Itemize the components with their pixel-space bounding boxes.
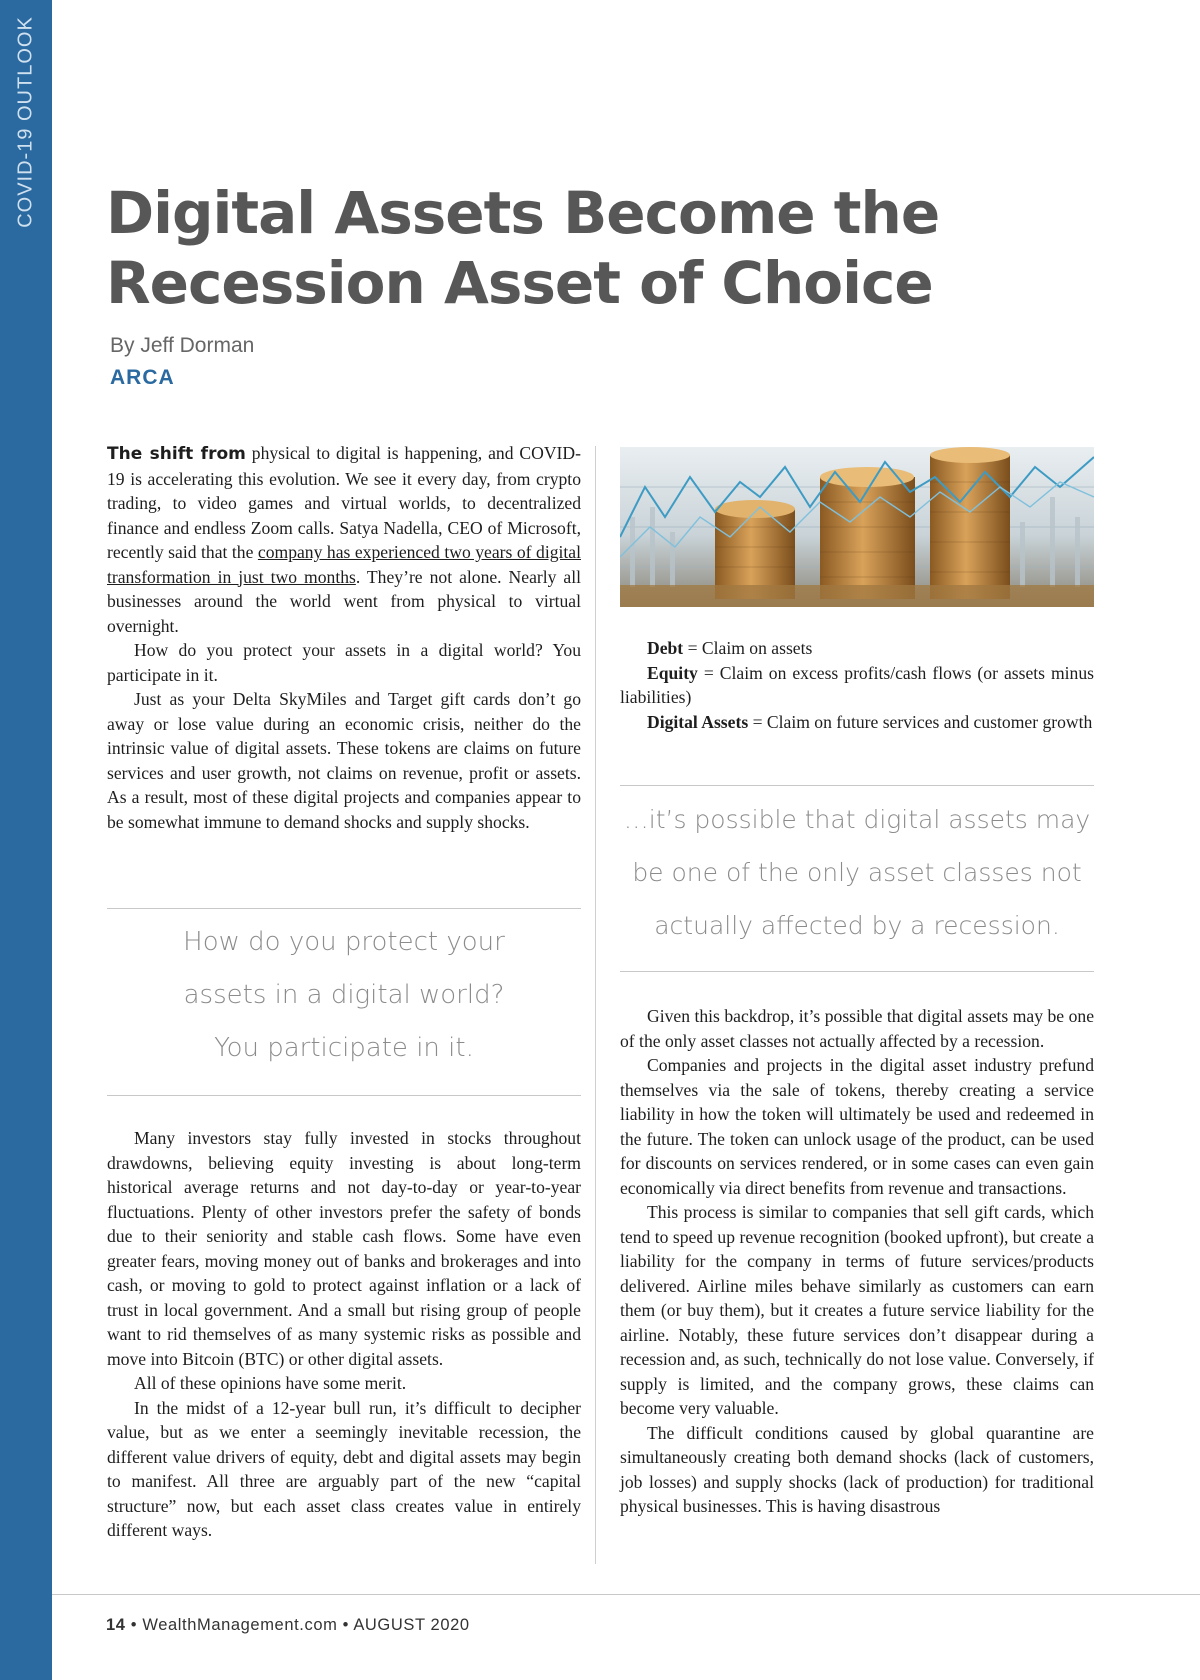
capital-structure-definitions <box>620 636 1094 734</box>
coins-chart-illustration <box>620 447 1094 607</box>
body-paragraph: Many investors stay fully invested in stocks throughout drawdowns, believing equity investing is about long-term historical average returns and not day-to-day or year-to-year fluctuations. Plenty of other investors prefer the safety of bonds due to their seniority and stable cash flows. Some have even greater fears, moving money out of banks and brokerages and into cash, or moving to gold to protect against inflation or a lack of trust in local government. And a small but rising group of people want to rid themselves of as many systemic risks as possible and move into Bitcoin (BTC) or other digital assets. <box>107 1128 581 1369</box>
footer-separator: • <box>342 1616 350 1634</box>
footer-rule <box>52 1594 1200 1595</box>
body-paragraph: How do you protect your assets in a digital world? You participate in it. <box>107 640 581 685</box>
title-line-2: Recession Asset of Choice <box>106 249 933 317</box>
title-line-1: Digital Assets Become the <box>106 179 940 247</box>
definition-term: Digital Assets <box>647 711 749 732</box>
pull-quote-line: assets in a digital world? <box>183 980 505 1010</box>
column-divider <box>595 446 596 1564</box>
definition-term: Debt <box>647 638 684 658</box>
pull-quote-line: You participate in it. <box>214 1033 474 1063</box>
intro-paragraph <box>107 441 581 638</box>
right-column-body <box>620 1004 1094 1519</box>
pull-quote-line: be one of the only asset classes not <box>632 858 1082 887</box>
body-paragraph: The difficult conditions caused by global quarantine are simultaneously creating both demand shocks (lack of customers, job losses) and supply shocks (lack of production) for traditional physical businesses. This is having disastrous <box>620 1422 1094 1516</box>
body-paragraph: In the midst of a 12-year bull run, it’s difficult to decipher value, but as we enter a seemingly inevitable recession, the different value drivers of equity, debt and digital assets may begin to manifest. All three are arguably part of the new “capital structure” now, but each asset class creates value in entirely different ways. <box>107 1397 581 1540</box>
definition-debt <box>620 636 1094 661</box>
definition-term: Equity <box>647 662 698 683</box>
intro-text-2: . They’re not alone. Nearly all businesses around the world went from physical to virtual overnight. <box>107 566 582 636</box>
pull-quote-line: How do you protect your <box>183 927 505 957</box>
page-number: 14 <box>106 1616 126 1634</box>
issue-date: AUGUST 2020 <box>353 1616 470 1634</box>
definition-equity <box>620 661 1094 710</box>
author-organization: ARCA <box>110 366 175 389</box>
body-paragraph: Companies and projects in the digital asset industry prefund themselves via the sale of tokens, thereby creating a service liability in how the token will ultimately be used and redeemed in the future. The token can unlock usage of the product, can be used for discounts on services rendered, or in some cases can even gain economically via direct benefits from revenue and transactions. <box>620 1055 1094 1198</box>
body-paragraph: This process is similar to companies that sell gift cards, which tend to speed up revenue recognition (booked upfront), but create a liability for the company in terms of future services/products delivered. Airline miles behave similarly as customers can earn them (or buy them), but it creates a future service liability for the airline. Notably, these future services don’t disappear during a recession and, as such, technically do not lose value. Conversely, if supply is limited, and the company grows, these claims can become very valuable. <box>620 1202 1094 1418</box>
body-paragraph: All of these opinions have some merit. <box>134 1373 407 1393</box>
left-column-body <box>107 1126 581 1543</box>
definition-text: = Claim on assets <box>683 638 813 658</box>
pull-quote-line: …it’s possible that digital assets may <box>623 805 1091 834</box>
coins-chart-image <box>620 447 1094 607</box>
right-pull-quote <box>620 785 1094 972</box>
body-paragraph: Given this backdrop, it’s possible that digital assets may be one of the only asset classes not actually affected by a recession. <box>620 1006 1094 1051</box>
definition-digital-assets <box>620 710 1094 735</box>
footer-separator: • <box>130 1616 138 1634</box>
section-label: COVID-19 OUTLOOK <box>14 16 37 228</box>
intro-text-1: physical to digital is happening, and COVID-19 is accelerating this evolution. We see it every day, from crypto trading, to video games and virtual worlds, to decentralized finance and endless Zoom calls. Satya Nadella, CEO of Microsoft, recently said that the <box>107 443 581 562</box>
pull-quote-line: actually affected by a recession. <box>654 911 1060 940</box>
definition-text: = Claim on excess profits/cash flows (or assets minus liabilities) <box>620 662 1094 707</box>
left-column-intro <box>107 441 581 834</box>
left-pull-quote <box>107 908 581 1096</box>
page-footer <box>106 1616 470 1635</box>
intro-link[interactable]: company has experienced two years of digital transformation in just two months <box>107 542 581 587</box>
byline: By Jeff Dorman <box>110 334 255 357</box>
article-title <box>106 178 1066 318</box>
definition-text: = Claim on future services and customer growth <box>748 711 1093 732</box>
sidebar-band <box>0 0 52 1680</box>
publication-name: WealthManagement.com <box>142 1616 338 1634</box>
body-paragraph: Just as your Delta SkyMiles and Target gift cards don’t go away or lose value during an economic crisis, neither do the intrinsic value of digital assets. These tokens are claims on future services and user growth, not claims on revenue, profit or assets. As a result, most of these digital projects and companies appear to be somewhat immune to demand shocks and supply shocks. <box>107 689 581 832</box>
intro-lead: The shift from <box>107 444 246 464</box>
